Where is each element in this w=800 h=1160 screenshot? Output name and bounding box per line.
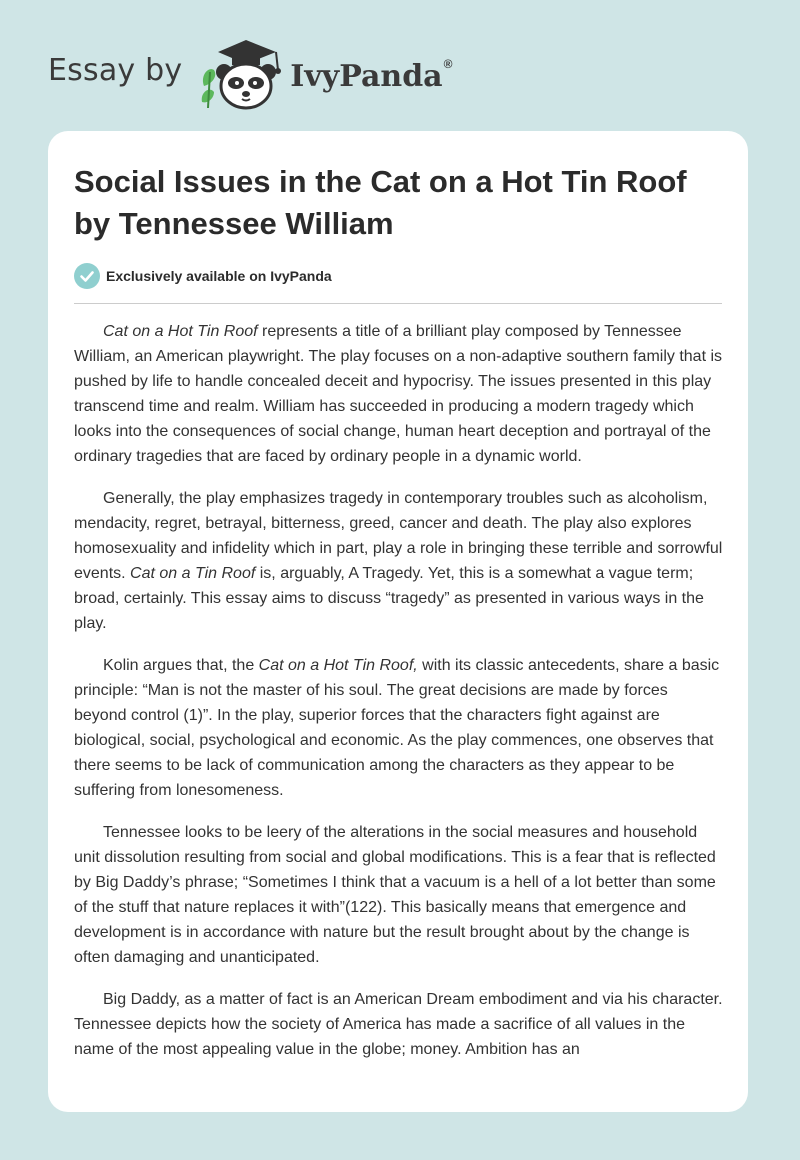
panda-graduate-logo-icon[interactable] [198,36,284,112]
essay-by-label: Essay by [48,52,183,88]
paragraph-text: Big Daddy, as a matter of fact is an American Dream embodiment and via his character. Tennessee depicts how the society of America has made a sacrifice of all values in the name of the most appealing value in the globe; money. Ambition has an [74,991,723,1058]
brand-name-text: IvyPanda [290,58,443,94]
check-circle-icon [74,263,100,289]
brand-name[interactable] [290,56,453,94]
paragraph-text: Kolin argues that, the [103,657,259,674]
paragraph-text: represents a title of a brilliant play composed by Tennessee William, an American playwright. The play focuses on a non-adaptive southern family that is pushed by life to handle concealed deceit and hypocrisy. The issues presented in this play transcend time and realm. William has succeeded in producing a modern tragedy which looks into the consequences of social change, human heart deception and portrayal of the ordinary tragedies that are faced by ordinary people in a dynamic world. [74,323,723,465]
essay-paragraph [74,653,724,803]
italic-title-text: Cat on a Hot Tin Roof [103,323,258,340]
essay-title: Social Issues in the Cat on a Hot Tin Roof by Tennessee William [74,164,687,241]
divider [74,303,722,304]
exclusive-badge [74,263,332,289]
italic-title-text: Cat on a Tin Roof [130,565,256,582]
paragraph-text: is, arguably, A Tragedy. Yet, this is a somewhat a vague term; broad, certainly. This essay aims to discuss “tragedy” as presented in various ways in the play. [74,565,704,632]
paragraph-text: Tennessee looks to be leery of the alterations in the social measures and household unit dissolution resulting from social and global modifications. This is a fear that is reflected by Big Daddy’s phrase; “Sometimes I think that a vacuum is a hell of a lot better than some of the stuff that nature replaces it with”(122). This basically means that emergence and development is in accordance with nature but the result brought about by the change is often damaging and unanticipated. [74,824,716,966]
exclusive-badge-label: Exclusively available on IvyPanda [106,268,332,284]
paragraph-text: Generally, the play emphasizes tragedy in contemporary troubles such as alcoholism, mendacity, regret, betrayal, bitterness, greed, cancer and death. The play also explores homosexuality and infidelity which in part, play a role in bringing these terrible and sorrowful events. [74,490,723,582]
italic-title-text: Cat on a Hot Tin Roof, [258,657,418,674]
essay-paragraph [74,987,724,1062]
site-header [48,36,452,112]
essay-body [74,319,724,1079]
essay-card [48,131,748,1112]
essay-paragraph [74,486,724,636]
essay-paragraph [74,319,724,469]
essay-paragraph [74,820,724,970]
paragraph-text: with its classic antecedents, share a basic principle: “Man is not the master of his soul. The great decisions are made by forces beyond control (1)”. In the play, superior forces that the characters fight against are biological, social, psychological and economic. As the play commences, one observes that there seems to be lack of communication among the characters as they appear to be suffering from lonesomeness. [74,657,720,799]
registered-mark: ® [443,56,453,71]
